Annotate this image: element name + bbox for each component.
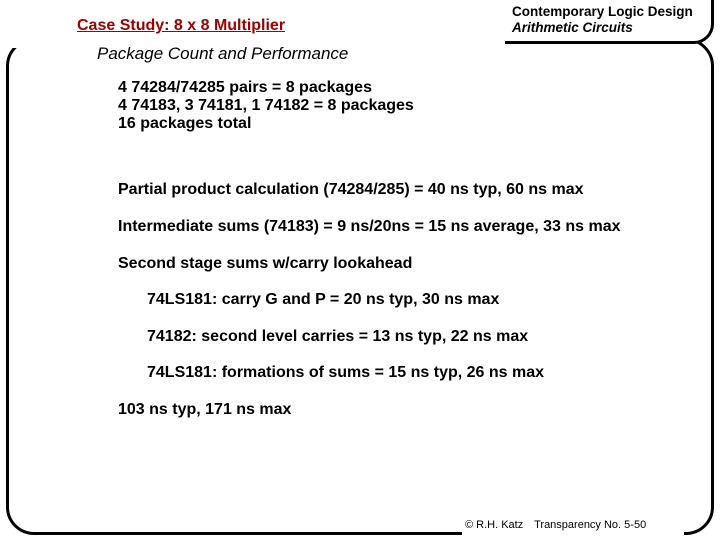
package-count-total: 16 packages total <box>118 115 252 132</box>
package-count-list <box>118 79 414 133</box>
intermediate-sums-line: Intermediate sums (74183) = 9 ns/20ns = 15 ns average, 33 ns max <box>118 218 621 235</box>
second-stage-item: 74LS181: formations of sums = 15 ns typ, 26 ns max <box>147 364 545 381</box>
course-subtitle: Arithmetic Circuits <box>512 20 633 35</box>
package-count-line: 4 74183, 3 74181, 1 74182 = 8 packages <box>118 97 414 114</box>
footer <box>465 519 654 531</box>
slide-subtitle: Package Count and Performance <box>97 44 349 63</box>
package-count-line: 4 74284/74285 pairs = 8 packages <box>118 79 372 96</box>
partial-product-line: Partial product calculation (74284/285) = 40 ns typ, 60 ns max <box>118 181 584 198</box>
total-time-line: 103 ns typ, 171 ns max <box>118 401 292 418</box>
copyright-text: © R.H. Katz <box>465 519 524 531</box>
slide-title: Case Study: 8 x 8 Multiplier <box>77 17 286 34</box>
course-title: Contemporary Logic Design <box>512 4 693 19</box>
second-stage-line: Second stage sums w/carry lookahead <box>118 255 413 272</box>
second-stage-item: 74LS181: carry G and P = 20 ns typ, 30 ns max <box>147 291 500 308</box>
transparency-number: Transparency No. 5-50 <box>534 519 647 531</box>
second-stage-item: 74182: second level carries = 13 ns typ, 22 ns max <box>147 328 529 345</box>
